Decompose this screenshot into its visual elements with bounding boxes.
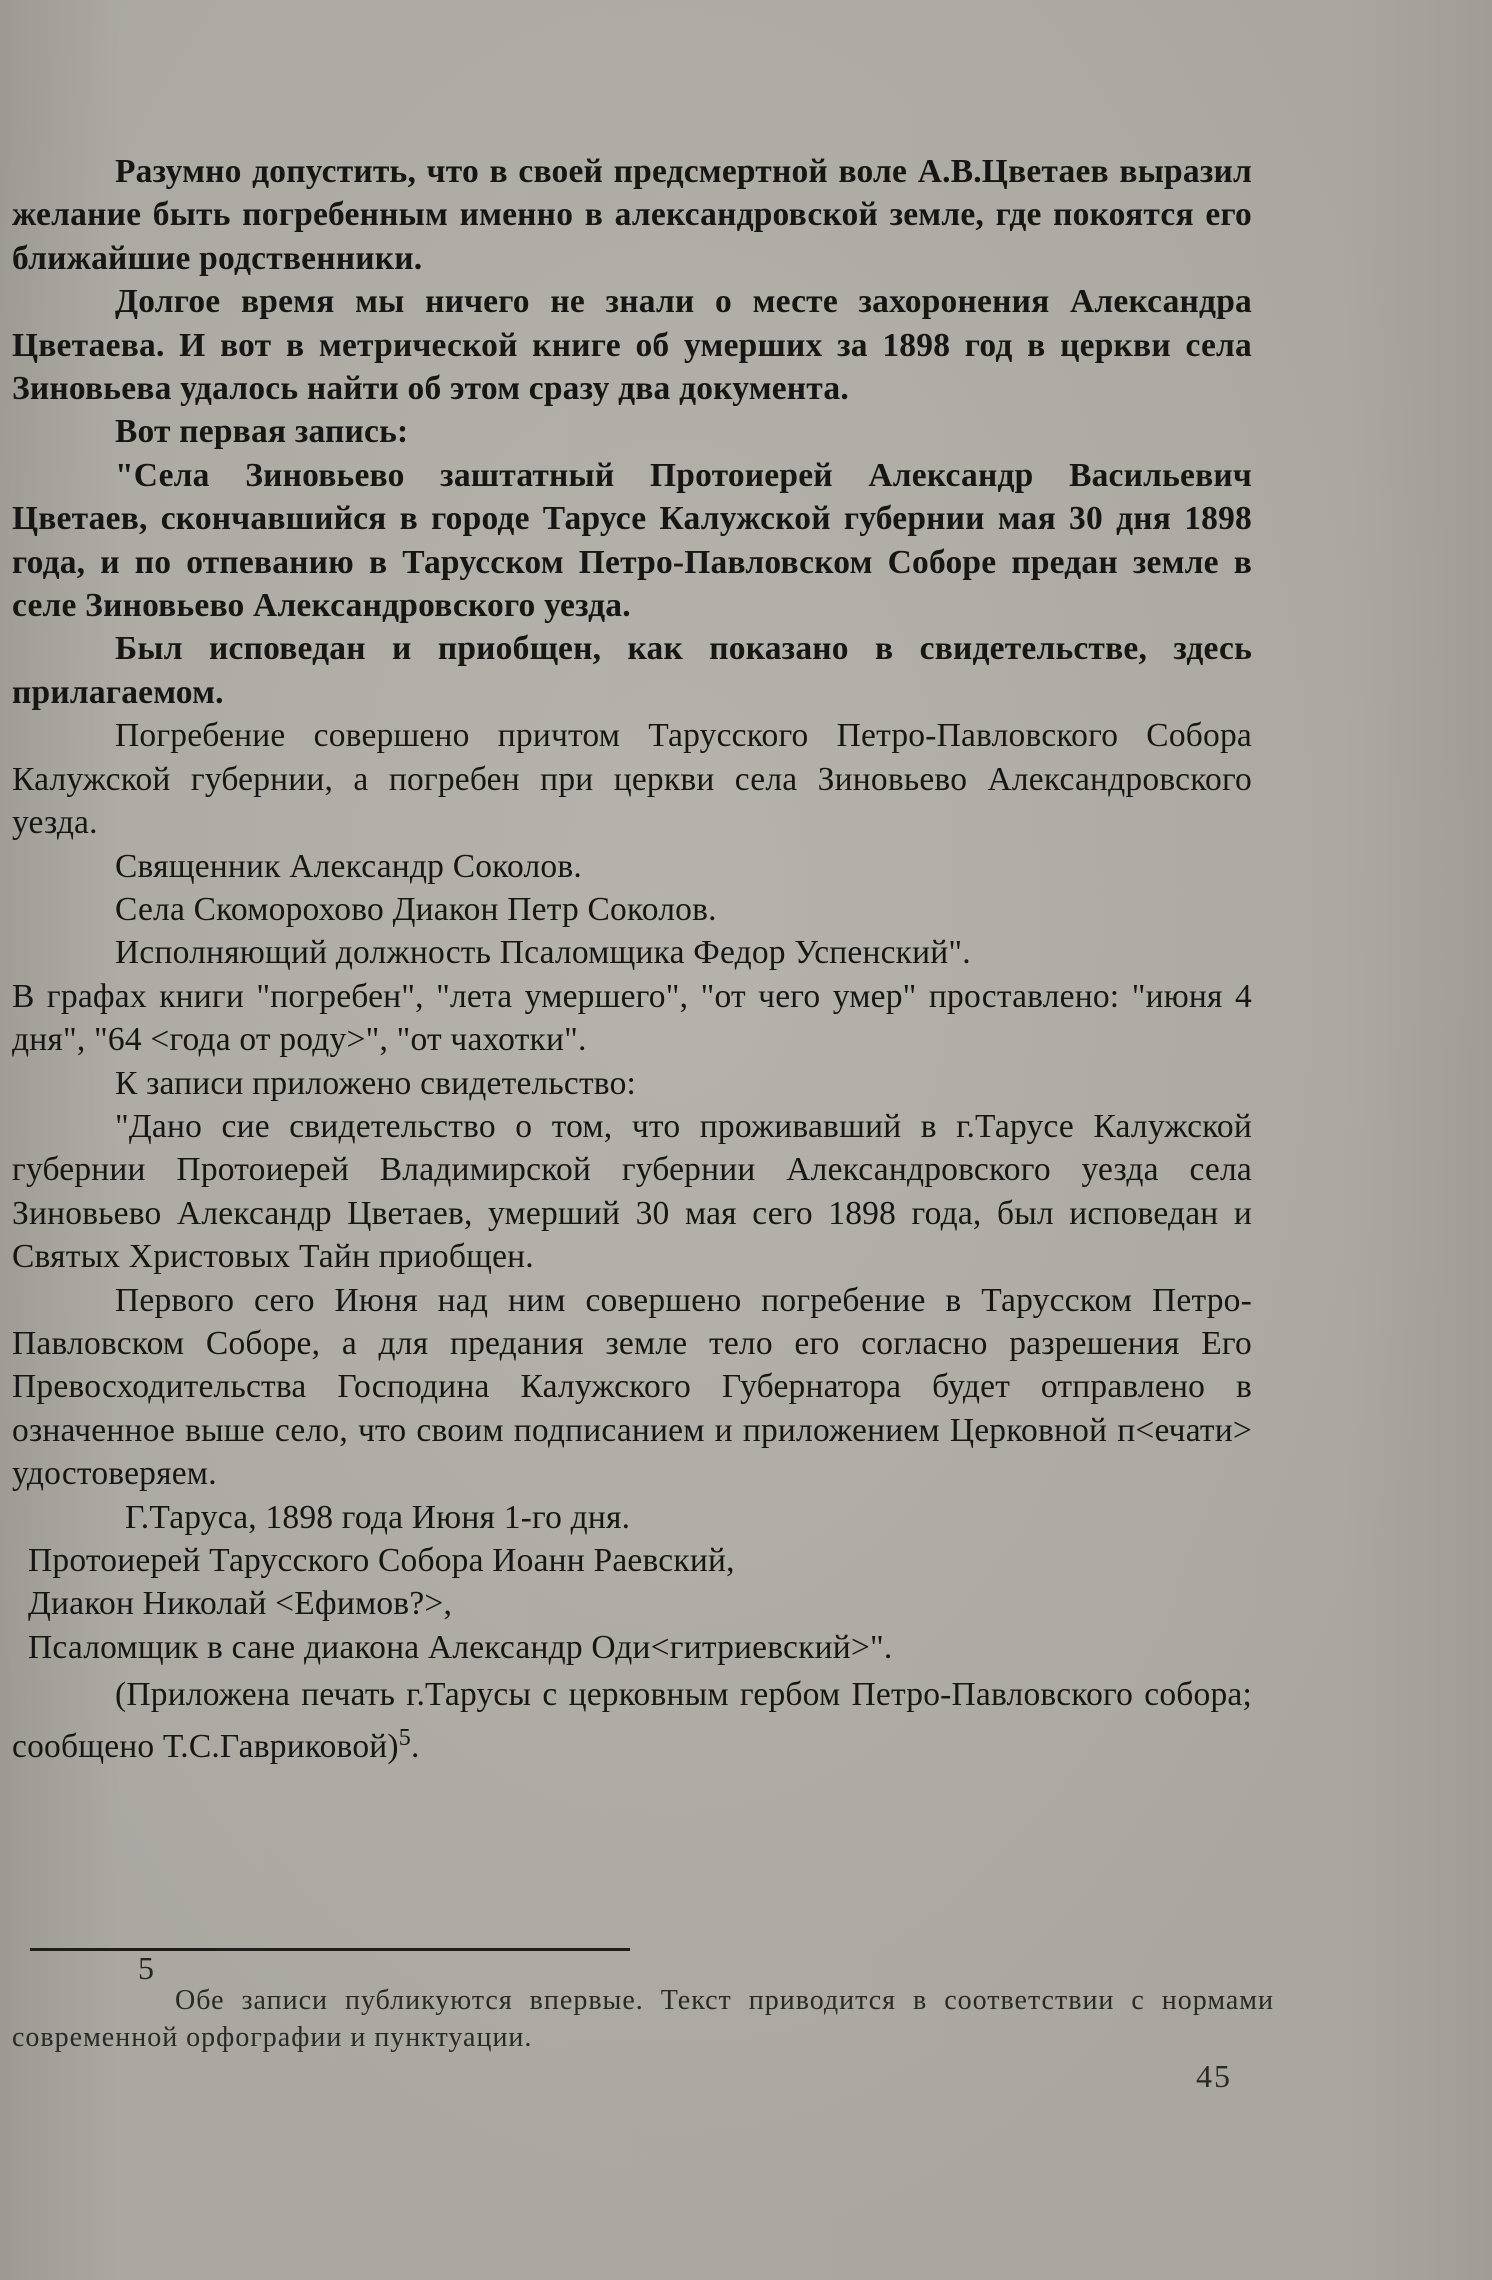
source-note-text: (Приложена печать г.Тарусы с церковным гербом Петро-Павловского собора; сообщено Т.С.Гавриковой) [12,1676,1252,1765]
paragraph: Погребение совершено причтом Тарусского Петро-Павловского Собора Калужской губернии, а погребен при церкви села Зиновьево Александровского уезда. [12,717,1252,842]
paragraph: "Дано сие свидетельство о том, что проживавший в г.Тарусе Калужской губернии Протоиерей Владимирской губернии Александровского уезда села Зиновьево Александр Цветаев, умерший 30 мая сего 1898 года, был исповедан и Святых Христовых Тайн приобщен. [12,1107,1252,1276]
paragraph: Разумно допустить, что в своей предсмертной воле А.В.Цветаев выразил желание быть погребенным именно в александровской земле, где покоятся его ближайшие родственники. [12,153,1252,277]
paragraph: Священник Александр Соколов. [115,847,582,885]
footnote-separator [30,1948,630,1951]
main-text [12,150,1252,1768]
paragraph: "Села Зиновьево заштатный Протоиерей Александр Васильевич Цветаев, скончавшийся в городе Тарусе Калужской губернии мая 30 дня 1898 года, и по отпеванию в Тарусском Петро-Павловском Соборе предан земле в селе Зиновьево Александровского уезда. [12,456,1252,625]
paragraph: В графах книги "погребен", "лета умершего", "от чего умер" проставлено: "июня 4 дня", "64 <года от роду>", "от чахотки". [12,977,1252,1059]
footnote-number: 5 [138,1950,154,1986]
signature-line: Протоиерей Тарусского Собора Иоанн Раевский, [28,1542,735,1579]
paragraph: Был исповедан и приобщен, как показано в свидетельстве, здесь прилагаемом. [12,630,1252,711]
dateline: Г.Таруса, 1898 года Июня 1-го дня. [125,1498,631,1536]
paragraph: Исполняющий должность Псаломщика Федор Успенский". [115,934,971,972]
signature-line: Диакон Николай <Ефимов?>, [28,1585,453,1623]
paragraph: Первого сего Июня над ним совершено погребение в Тарусском Петро-Павловском Соборе, а для предания земле тело его согласно разрешения Его Превосходительства Господина Калужского Губернатора будет отправлено в означенное выше село, что своим подписанием и приложением Церковной п<ечати> удостоверяем. [12,1281,1252,1493]
footnote-reference: 5 [398,1724,411,1751]
paragraph-source-note: (Приложена печать г.Тарусы с церковным гербом Петро-Павловского собора; сообщено Т.С.Гавриковой)$^5$. [12,1676,1252,1765]
paragraph: Села Скоморохово Диакон Петр Соколов. [115,890,717,928]
paragraph: К записи приложено свидетельство: [115,1064,637,1102]
footnote-text: Обе записи публикуются впервые. Текст приводится в соответствии с нормами современной орфографии и пунктуации. [12,1985,1274,2053]
paragraph: Долгое время мы ничего не знали о месте захоронения Александра Цветаева. И вот в метрической книге об умерших за 1898 год в церкви села Зиновьева удалось найти об этом сразу два документа. [12,283,1252,408]
signature-line: Псаломщик в сане диакона Александр Оди<гитриевский>". [28,1628,893,1666]
paragraph: Вот первая запись: [115,413,409,451]
page-number: 45 [1196,2058,1232,2094]
